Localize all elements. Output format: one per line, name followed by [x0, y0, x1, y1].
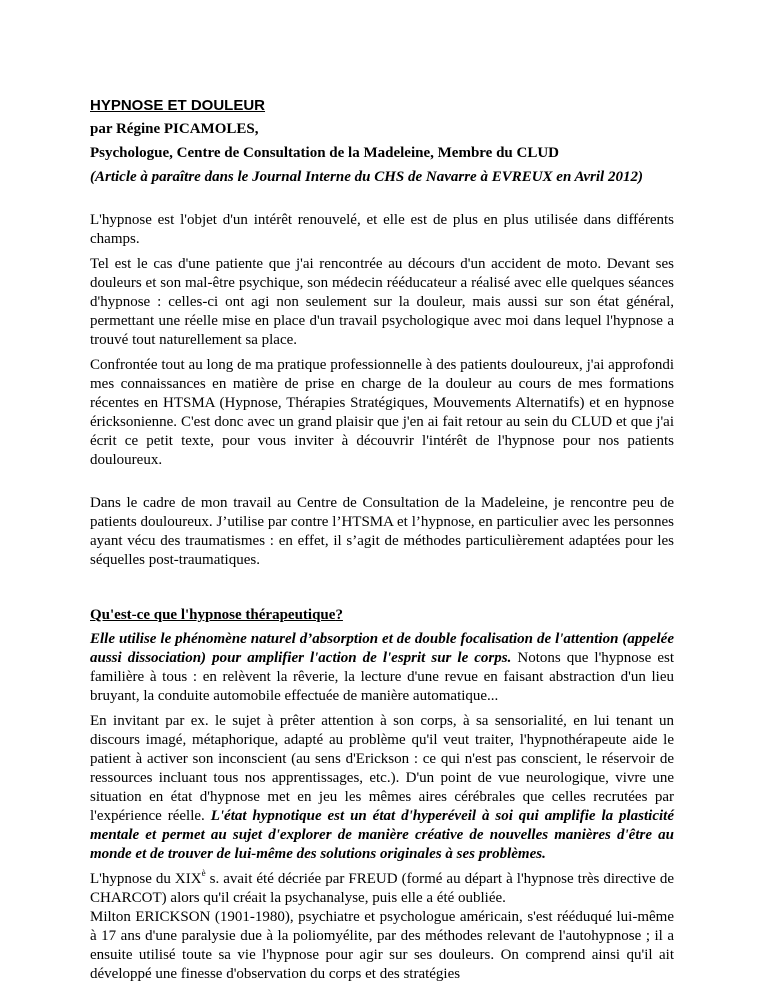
section-p2-emphasis: L'état hypnotique est un état d'hyperéveil à soi qui amplifie la plasticité mentale et permet au sujet d'explorer de manière créative de nouvelles manières d'être au monde et de trouver de lui-même des solutions originales à ses problèmes.: [90, 808, 675, 862]
section-heading-text: Qu'est-ce que l'hypnose thérapeutique: [90, 607, 336, 623]
document-page: [90, 96, 674, 990]
section-p1-text: Notons que l'hypnose est familière à tous : en relèvent la rêverie, la lecture d'une revue en faisant abstraction d'un lieu bruyant, la conduite automobile effectuée de manière automatique...: [90, 650, 674, 704]
section-heading: [90, 606, 674, 625]
section-heading-mark: ?: [335, 607, 343, 623]
section-p3-text-b: s. avait été décriée par FREUD (formé au départ à l'hypnose très directive de CHARCOT) alors qu'il créait la psychanalyse, puis elle a été oubliée.: [90, 871, 674, 906]
intro-paragraph-3: Confrontée tout au long de ma pratique professionnelle à des patients douloureux, j'ai approfondi mes connaissances en matière de prise en charge de la douleur au cours de mes formations récentes en HTSMA (Hypnose, Thérapies Stratégiques, Mouvements Alternatifs) et en hypnose éricksonienne. C'est donc avec un grand plaisir que j'en ai fait retour au sein du CLUD et que j'ai écrit ce petit texte, pour vous inviter à découvrir l'intérêt de l'hypnose pour nos patients douloureux.: [90, 357, 674, 468]
intro-paragraph-4: Dans le cadre de mon travail au Centre de Consultation de la Madeleine, je rencontre peu de patients douloureux. J’utilise par contre l’HTSMA et l’hypnose, en particulier avec les personnes ayant vécu des traumatismes : en effet, il s’agit de méthodes particulièrement adaptées pour les séquelles post-traumatiques.: [90, 495, 674, 568]
intro-paragraph-1: L'hypnose est l'objet d'un intérêt renouvelé, et elle est de plus en plus utilisée dans différents champs.: [90, 212, 674, 247]
intro-paragraph-2: Tel est le cas d'une patiente que j'ai rencontrée au décours d'un accident de moto. Devant ses douleurs et son mal-être psychique, son médecin rééducateur a réalisé avec elle quelques séances d'hypnose : celles-ci ont agi non seulement sur la douleur, mais aussi sur son état général, permettant une réelle mise en place d'un travail psychologique avec moi dans lequel l'hypnose a trouvé tout naturellement sa place.: [90, 256, 674, 348]
section-paragraph-4: Milton ERICKSON (1901-1980), psychiatre et psychologue américain, s'est rééduqué lui-même à 17 ans d'une paralysie due à la poliomyélite, par des méthodes relevant de l'autohypnose ; il a ensuite utilisé toute sa vie l'hypnose pour agir sur ses douleurs. On comprend ainsi qu'il ait développé une finesse d'observation du corps et des stratégies: [90, 909, 674, 982]
century-superscript: è: [201, 868, 206, 878]
section-paragraph-1: [90, 630, 674, 706]
author-line: par Régine PICAMOLES,: [90, 121, 259, 137]
affiliation-line: Psychologue, Centre de Consultation de la Madeleine, Membre du CLUD: [90, 145, 560, 161]
publication-note: (Article à paraître dans le Journal Interne du CHS de Navarre à EVREUX en Avril 2012): [90, 169, 643, 185]
section-p3-text-a: L'hypnose du XIX: [90, 871, 202, 887]
section-paragraph-2: [90, 712, 674, 864]
section-paragraph-3: [90, 870, 674, 908]
section-p1-emphasis: Elle utilise le phénomène naturel d’absorption et de double focalisation de l'attention (appelée aussi dissociation) pour amplifier l'action de l'esprit sur le corps.: [90, 631, 674, 666]
section-p2-text: En invitant par ex. le sujet à prêter attention à son corps, à sa sensorialité, en lui tenant un discours imagé, métaphorique, adapté au problème qu'il veut traiter, l'hypnothérapeute aide le patient à activer son inconscient (au sens d'Erickson : ce qui n'est pas conscient, le réservoir de ressources incluant tous nos apprentissages, etc.). D'un point de vue neurologique, vivre une situation en état d'hypnose met en jeu les mêmes aires cérébrales que celles recrutées par l'expérience réelle.: [90, 713, 674, 824]
document-title: HYPNOSE ET DOULEUR: [90, 97, 266, 114]
